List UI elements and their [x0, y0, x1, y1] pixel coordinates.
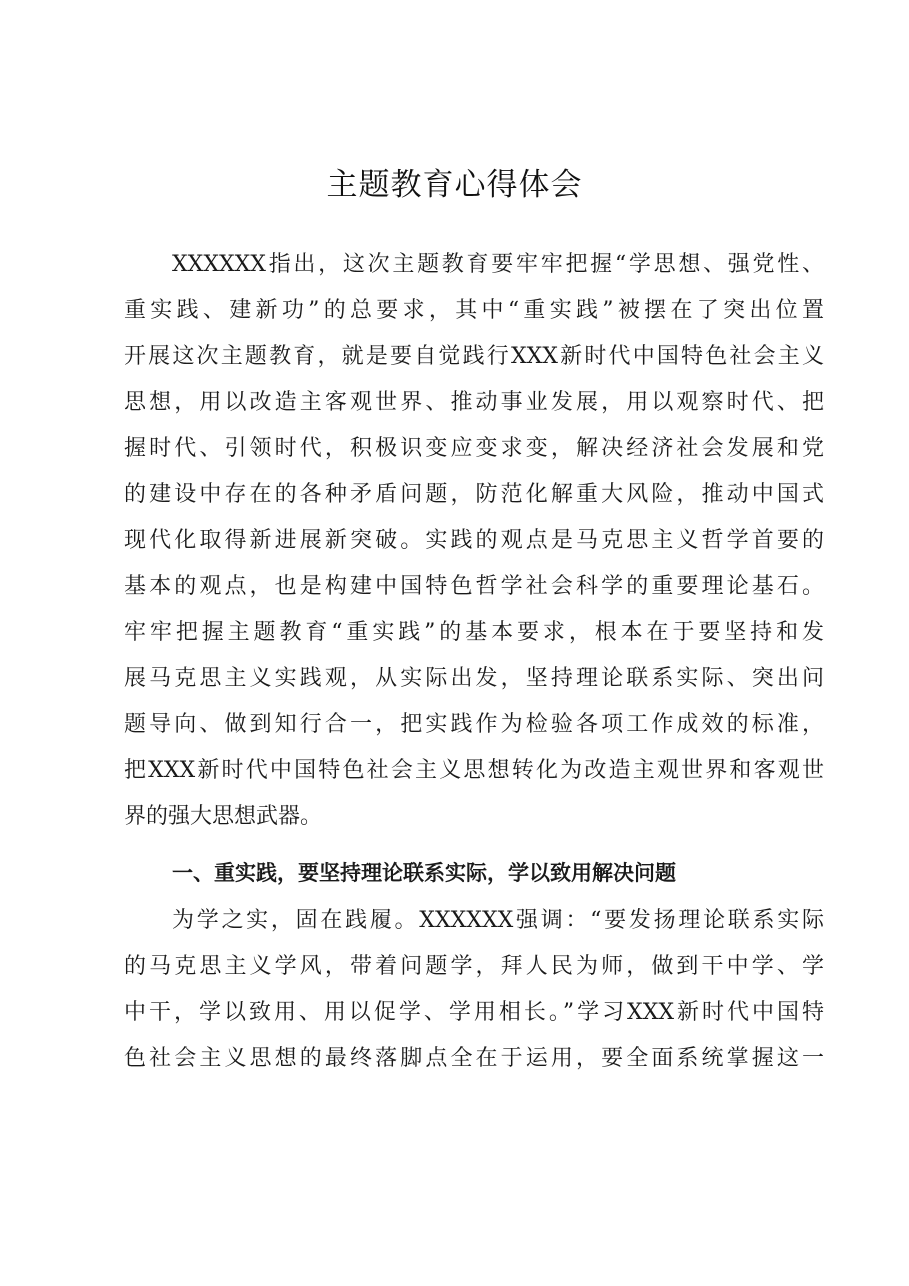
document-title: 主题教育心得体会: [326, 167, 583, 203]
paragraph-line: 牢牢把握主题教育“重实践”的基本要求，根本在于要坚持和发: [124, 620, 824, 645]
paragraph-line: 界的强大思想武器。: [124, 804, 323, 829]
paragraph-line: XXXXXX指出，这次主题教育要牢牢把握“学思想、强党性、: [172, 252, 824, 277]
paragraph-line: 的马克思主义学风，带着问题学，拜人民为师，做到干中学、学: [124, 954, 824, 979]
paragraph-line: 现代化取得新进展新突破。实践的观点是马克思主义哲学首要的: [124, 528, 824, 553]
paragraph-line: 为学之实，固在践履。XXXXXX强调：“要发扬理论联系实际: [172, 908, 824, 933]
paragraph-line: 握时代、引领时代，积极识变应变求变，解决经济社会发展和党: [124, 436, 824, 461]
paragraph-line: 色社会主义思想的最终落脚点全在于运用，要全面系统掌握这一: [124, 1046, 824, 1071]
paragraph-line: 的建设中存在的各种矛盾问题，防范化解重大风险，推动中国式: [124, 482, 824, 507]
document-body: [124, 242, 824, 1082]
section-heading: 一、重实践，要坚持理论联系实际，学以致用解决问题: [172, 861, 676, 885]
paragraph-line: 基本的观点，也是构建中国特色哲学社会科学的重要理论基石。: [124, 574, 824, 599]
paragraph-line: 开展这次主题教育，就是要自觉践行XXX新时代中国特色社会主义: [124, 344, 824, 369]
paragraph-line: 题导向、做到知行合一，把实践作为检验各项工作成效的标准，: [124, 712, 824, 737]
paragraph-line: 把XXX新时代中国特色社会主义思想转化为改造主观世界和客观世: [124, 758, 824, 783]
paragraph-line: 思想，用以改造主客观世界、推动事业发展，用以观察时代、把: [124, 390, 824, 415]
paragraph-line: 中干，学以致用、用以促学、学用相长。”学习XXX新时代中国特: [124, 1000, 824, 1025]
paragraph-line: 重实践、建新功”的总要求，其中“重实践”被摆在了突出位置: [124, 298, 824, 323]
paragraph-line: 展马克思主义实践观，从实际出发，坚持理论联系实际、突出问: [124, 666, 824, 691]
